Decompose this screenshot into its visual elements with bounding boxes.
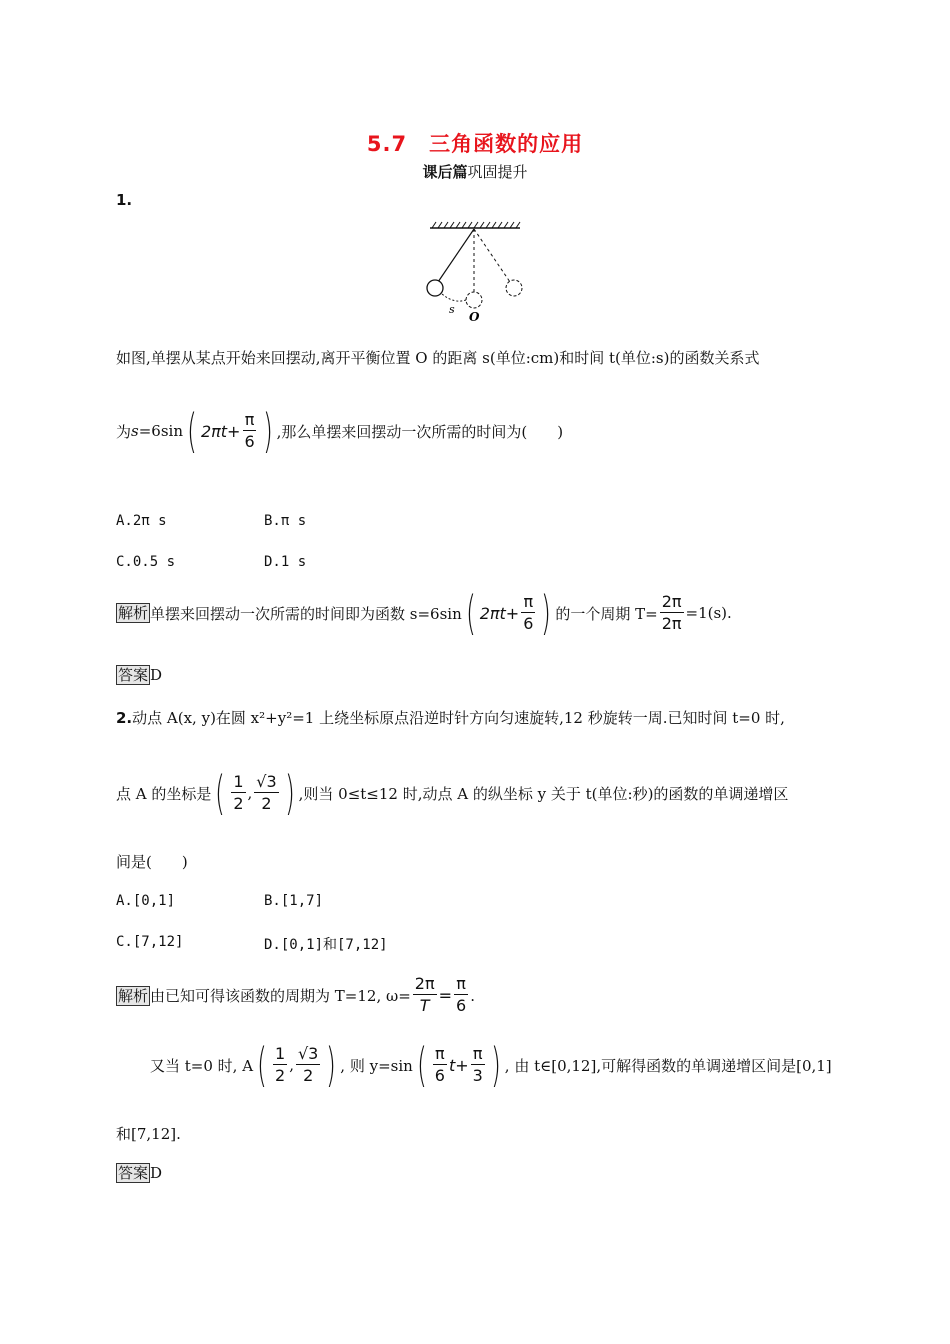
left-paren: ( <box>215 766 226 820</box>
comma: , <box>289 1056 294 1074</box>
q2-analysis-mid: , 则 y=sin <box>340 1056 413 1075</box>
q1-option-b: B.π s <box>264 513 307 529</box>
q1-analysis <box>116 586 732 640</box>
q2-analysis-suffix: , 由 t∈[0,12],可解得函数的单调递增区间是[0,1] <box>504 1056 832 1075</box>
right-paren: ) <box>284 766 295 820</box>
q2-answer <box>116 1163 162 1183</box>
frac-den: 2 <box>233 793 244 813</box>
right-paren: ) <box>490 1038 501 1092</box>
q2-a-half <box>273 1044 287 1087</box>
q1-option-c: C.0.5 s <box>116 554 176 570</box>
q1-analysis-inner: 2πt+ <box>479 603 520 623</box>
frac-num: 2π <box>414 974 435 993</box>
frac-den: 6 <box>456 996 467 1015</box>
q2-analysis-line2 <box>150 1038 832 1092</box>
q2-sin-t: t+ <box>448 1055 469 1075</box>
equals-sign: = <box>438 986 452 1005</box>
q1-stem-line1: 如图,单摆从某点开始来回摆动,离开平衡位置 O 的距离 s(单位:cm)和时间 t(单位:s)的函数关系式 <box>116 349 760 367</box>
q2-option-a: A.[0,1] <box>116 893 176 909</box>
arc-s <box>442 294 466 301</box>
q1-option-d: D.1 s <box>264 554 307 570</box>
analysis-tag: 解析 <box>118 986 149 1005</box>
frac-num: √3 <box>297 1043 319 1063</box>
ceiling-hatching <box>432 222 520 228</box>
q2-stem-line3: 间是( ) <box>116 853 188 871</box>
q1-period-fraction <box>660 592 684 635</box>
q1-stem-prefix: 为 <box>116 422 132 441</box>
frac-den: 2 <box>261 793 272 813</box>
label-o: O <box>469 310 480 324</box>
q2-stem-suffix: ,则当 0≤t≤12 时,动点 A 的纵坐标 y 关于 t(单位:秒)的函数的单调递增区 <box>298 784 789 803</box>
right-paren: ) <box>326 1038 337 1092</box>
q1-formula-eq: =6sin <box>138 422 183 440</box>
q1-answer <box>116 665 162 685</box>
frac-num: π <box>435 1043 445 1063</box>
frac-den: 6 <box>434 1065 445 1085</box>
q2-analysis-text1: 由已知可得该函数的周期为 T=12, ω= <box>150 987 411 1005</box>
q1-formula-s: s <box>131 422 139 440</box>
label-s: s <box>449 303 455 316</box>
frac-den: 6 <box>523 613 534 633</box>
right-bob <box>506 280 522 296</box>
q2-analysis-line1 <box>116 974 475 1017</box>
pendulum-string <box>438 229 474 282</box>
q2-pi6-fraction <box>454 974 468 1017</box>
frac-num: π <box>523 591 534 611</box>
frac-num: π <box>456 974 466 993</box>
frac-num: π <box>244 409 255 429</box>
q1-analysis-text: 单摆来回摆动一次所需的时间即为函数 s=6sin <box>150 604 462 623</box>
right-paren: ) <box>541 586 552 640</box>
right-paren: ) <box>262 404 273 458</box>
q2-frac-half <box>231 772 245 815</box>
analysis-tag: 解析 <box>118 604 149 622</box>
q1-answer-value: D <box>150 666 163 684</box>
q2-sin-frac2 <box>471 1044 485 1087</box>
question-1-number: 1. <box>116 191 133 209</box>
question-2-number: 2. <box>116 708 133 727</box>
q1-analysis-fraction <box>521 592 535 635</box>
right-string <box>474 229 510 282</box>
q2-analysis-line3: 和[7,12]. <box>116 1125 181 1143</box>
q2-option-d: D.[0,1]和[7,12] <box>264 937 388 953</box>
q2-option-c: C.[7,12] <box>116 934 184 950</box>
frac-num: 2π <box>661 591 682 611</box>
q2-stem-prefix: 点 A 的坐标是 <box>116 784 212 803</box>
pendulum-figure <box>420 220 530 325</box>
q1-analysis-end: =1(s). <box>685 604 732 622</box>
q2-frac-root3 <box>254 772 278 815</box>
q1-stem-suffix: ,那么单摆来回摆动一次所需的时间为( ) <box>276 422 564 441</box>
frac-num: 1 <box>275 1043 286 1063</box>
q2-stem-line1 <box>116 707 785 728</box>
frac-num: √3 <box>256 771 277 791</box>
answer-tag: 答案 <box>118 1164 149 1182</box>
q1-option-a: A.2π s <box>116 513 167 529</box>
left-paren: ( <box>257 1038 267 1092</box>
q2-stem-line2 <box>116 766 789 820</box>
frac-den: 3 <box>472 1065 483 1085</box>
period-dot: . <box>470 986 475 1005</box>
subtitle-rest: 巩固提升 <box>467 163 528 181</box>
frac-den: 6 <box>244 431 255 451</box>
frac-den: T <box>419 996 430 1015</box>
frac-den: 2 <box>303 1065 314 1085</box>
left-paren: ( <box>187 404 197 458</box>
frac-num: π <box>472 1043 483 1063</box>
subtitle-bold: 课后篇 <box>422 163 468 181</box>
left-paren: ( <box>416 1038 427 1092</box>
page-title: 5.7 三角函数的应用 <box>366 132 584 156</box>
q2-stem-text1: 动点 A(x, y)在圆 x²+y²=1 上绕坐标原点沿逆时针方向匀速旋转,12 秒旋转一周.已知时间 t=0 时, <box>132 709 785 727</box>
q2-option-b: B.[1,7] <box>264 893 324 909</box>
frac-den: 2π <box>661 613 682 633</box>
q2-a-root3 <box>296 1044 320 1087</box>
frac-den: 2 <box>275 1065 286 1085</box>
q1-fraction-pi6 <box>242 410 256 453</box>
q2-analysis-prefix: 又当 t=0 时, A <box>150 1056 254 1075</box>
q1-analysis-mid: 的一个周期 T= <box>555 604 658 623</box>
q1-stem-line2 <box>116 404 564 458</box>
equilibrium-bob <box>466 292 482 308</box>
q2-sin-frac1 <box>433 1044 447 1087</box>
comma: , <box>247 784 253 802</box>
answer-tag: 答案 <box>118 666 149 684</box>
q2-answer-value: D <box>150 1164 163 1182</box>
q1-formula-inner: 2πt+ <box>200 421 241 441</box>
q2-omega-fraction <box>413 974 437 1017</box>
pendulum-bob <box>427 280 443 296</box>
frac-num: 1 <box>233 771 244 791</box>
section-subtitle <box>0 161 950 182</box>
left-paren: ( <box>465 586 476 640</box>
